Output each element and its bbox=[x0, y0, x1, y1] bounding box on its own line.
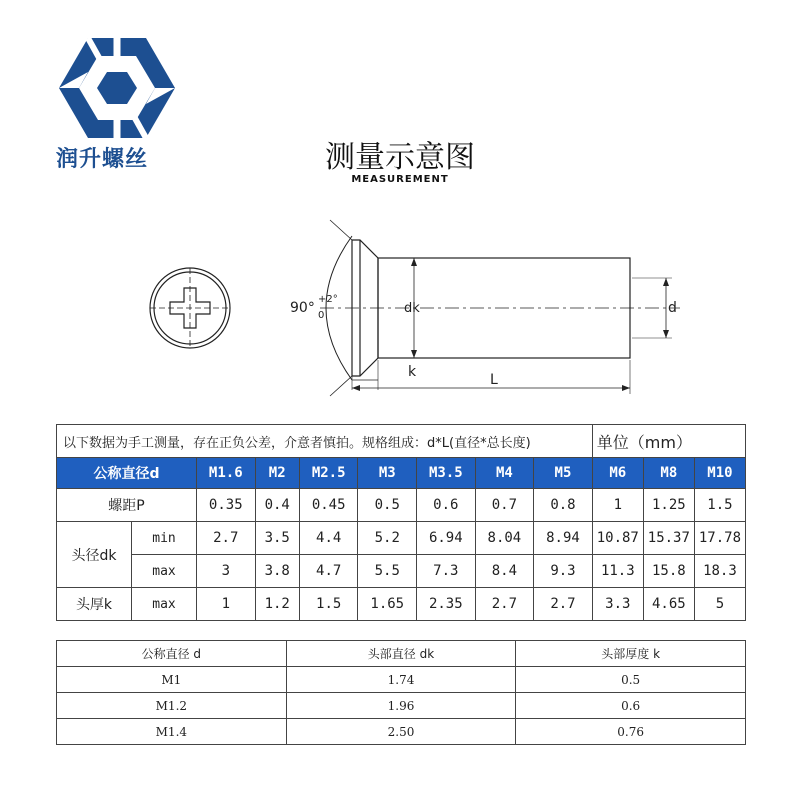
table-cell: 2.7 bbox=[197, 522, 256, 555]
size-cell: M3.5 bbox=[417, 458, 476, 489]
table-cell: 3.5 bbox=[255, 522, 299, 555]
table-cell: 0.5 bbox=[358, 489, 417, 522]
dk-label: dk bbox=[404, 301, 420, 316]
table-cell: 4.65 bbox=[643, 588, 694, 621]
size-header-label: 公称直径d bbox=[57, 458, 197, 489]
unit-label: 单位（mm） bbox=[592, 425, 745, 458]
table-cell: 1.5 bbox=[299, 588, 358, 621]
k-label: k bbox=[408, 364, 417, 380]
table-cell: 3.3 bbox=[592, 588, 643, 621]
table-cell: 0.4 bbox=[255, 489, 299, 522]
size-cell: M8 bbox=[643, 458, 694, 489]
table-cell: 11.3 bbox=[592, 555, 643, 588]
table-cell: 4.4 bbox=[299, 522, 358, 555]
min-label: min bbox=[132, 522, 197, 555]
table-cell: 0.76 bbox=[516, 719, 746, 745]
brand-name: 润升螺丝 bbox=[56, 147, 149, 172]
table-cell: 0.45 bbox=[299, 489, 358, 522]
table-cell: 7.3 bbox=[417, 555, 476, 588]
page-subtitle: MEASUREMENT bbox=[351, 174, 449, 185]
table-cell: 15.37 bbox=[643, 522, 694, 555]
k-max-row bbox=[57, 588, 746, 621]
size-cell: M6 bbox=[592, 458, 643, 489]
table-cell: 9.3 bbox=[534, 555, 593, 588]
pitch-label: 螺距P bbox=[57, 489, 197, 522]
table-cell: 5.5 bbox=[358, 555, 417, 588]
column-header: 公称直径 d bbox=[57, 641, 287, 667]
max-label: max bbox=[132, 588, 197, 621]
d-label: d bbox=[668, 300, 677, 316]
table-cell: 2.7 bbox=[475, 588, 534, 621]
table-cell: 1.5 bbox=[694, 489, 745, 522]
size-cell: M2 bbox=[255, 458, 299, 489]
table-cell: 1.96 bbox=[286, 693, 516, 719]
table-cell: 8.04 bbox=[475, 522, 534, 555]
table-cell: 2.35 bbox=[417, 588, 476, 621]
table-cell: M1.2 bbox=[57, 693, 287, 719]
L-label: L bbox=[490, 372, 498, 388]
table-cell: 1.65 bbox=[358, 588, 417, 621]
table-cell: 0.35 bbox=[197, 489, 256, 522]
table-cell: 10.87 bbox=[592, 522, 643, 555]
size-cell: M4 bbox=[475, 458, 534, 489]
dk-min-row bbox=[57, 522, 746, 555]
max-label: max bbox=[132, 555, 197, 588]
table-cell: 8.94 bbox=[534, 522, 593, 555]
table-cell: 0.6 bbox=[417, 489, 476, 522]
table-cell: 2.50 bbox=[286, 719, 516, 745]
table-cell: M1.4 bbox=[57, 719, 287, 745]
dk-max-row bbox=[57, 555, 746, 588]
column-header: 头部直径 dk bbox=[286, 641, 516, 667]
table-cell: 0.8 bbox=[534, 489, 593, 522]
table-note: 以下数据为手工测量，存在正负公差，介意者慎拍。规格组成：d*L(直径*总长度) bbox=[57, 425, 593, 458]
table-cell: 0.7 bbox=[475, 489, 534, 522]
table-row bbox=[57, 693, 746, 719]
table-cell: 3.8 bbox=[255, 555, 299, 588]
table-cell: 18.3 bbox=[694, 555, 745, 588]
table-cell: 5 bbox=[694, 588, 745, 621]
table-cell: 1 bbox=[592, 489, 643, 522]
table-row bbox=[57, 719, 746, 745]
table-cell: 4.7 bbox=[299, 555, 358, 588]
size-cell: M1.6 bbox=[197, 458, 256, 489]
column-header: 头部厚度 k bbox=[516, 641, 746, 667]
page-title: 测量示意图 bbox=[325, 140, 475, 175]
size-header-row bbox=[57, 458, 746, 489]
table-cell: 17.78 bbox=[694, 522, 745, 555]
table-header-row bbox=[57, 641, 746, 667]
table-row bbox=[57, 667, 746, 693]
spec-table bbox=[56, 424, 746, 621]
angle-label: 90° bbox=[290, 300, 315, 316]
size-cell: M3 bbox=[358, 458, 417, 489]
small-size-table bbox=[56, 640, 746, 745]
table-cell: 5.2 bbox=[358, 522, 417, 555]
angle-tolerance-plus: +2° bbox=[318, 294, 338, 305]
table-cell: 3 bbox=[197, 555, 256, 588]
size-cell: M10 bbox=[694, 458, 745, 489]
pitch-row bbox=[57, 489, 746, 522]
angle-tolerance-minus: 0 bbox=[318, 310, 325, 321]
table-cell: 0.6 bbox=[516, 693, 746, 719]
table-cell: 15.8 bbox=[643, 555, 694, 588]
size-cell: M5 bbox=[534, 458, 593, 489]
measurement-diagram bbox=[0, 200, 800, 410]
table-cell: 1.74 bbox=[286, 667, 516, 693]
table-cell: 1 bbox=[197, 588, 256, 621]
table-cell: 0.5 bbox=[516, 667, 746, 693]
table-cell: M1 bbox=[57, 667, 287, 693]
size-cell: M2.5 bbox=[299, 458, 358, 489]
table-cell: 1.25 bbox=[643, 489, 694, 522]
table-cell: 6.94 bbox=[417, 522, 476, 555]
hexagon-logo-icon bbox=[58, 36, 176, 140]
k-label: 头厚k bbox=[57, 588, 132, 621]
dk-label: 头径dk bbox=[57, 522, 132, 588]
table-cell: 2.7 bbox=[534, 588, 593, 621]
table-cell: 1.2 bbox=[255, 588, 299, 621]
table-cell: 8.4 bbox=[475, 555, 534, 588]
